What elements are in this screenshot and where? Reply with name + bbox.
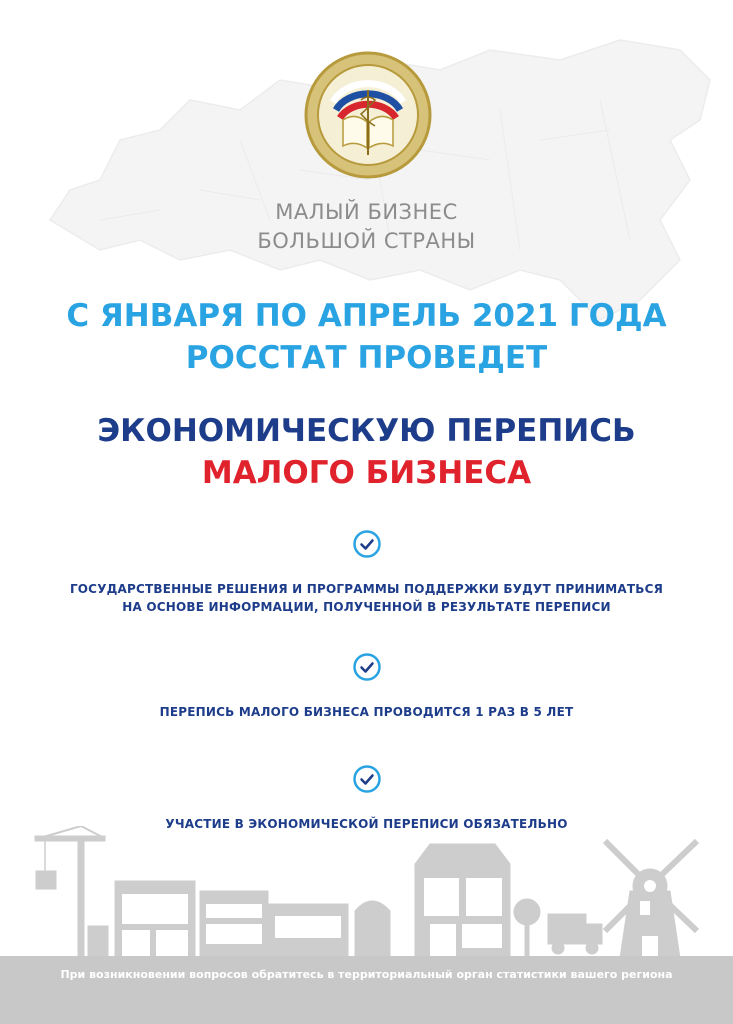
footer-text: При возникновении вопросов обратитесь в территориальный орган статистики вашего региона — [60, 968, 673, 981]
fact-text-line-2: НА ОСНОВЕ ИНФОРМАЦИИ, ПОЛУЧЕННОЙ В РЕЗУЛЬТАТЕ ПЕРЕПИСИ — [122, 600, 611, 614]
fact-item — [0, 652, 733, 721]
fact-text — [0, 703, 733, 721]
census-title-line-2: МАЛОГО БИЗНЕСА — [201, 455, 532, 491]
fact-text-line-1: УЧАСТИЕ В ЭКОНОМИЧЕСКОЙ ПЕРЕПИСИ ОБЯЗАТЕЛЬНО — [165, 817, 568, 831]
city-skyline-icon — [0, 826, 733, 958]
headline — [0, 295, 733, 379]
checkmark-icon — [352, 652, 382, 682]
footer-bar — [0, 956, 733, 1024]
census-title-line-1: ЭКОНОМИЧЕСКУЮ ПЕРЕПИСЬ — [97, 413, 636, 449]
tagline-line-2: БОЛЬШОЙ СТРАНЫ — [257, 229, 476, 253]
headline-line-2: РОССТАТ ПРОВЕДЕТ — [185, 340, 548, 376]
fact-item — [0, 529, 733, 616]
fact-text-line-1: ПЕРЕПИСЬ МАЛОГО БИЗНЕСА ПРОВОДИТСЯ 1 РАЗ В 5 ЛЕТ — [159, 705, 574, 719]
fact-item — [0, 764, 733, 833]
headline-line-1: С ЯНВАРЯ ПО АПРЕЛЬ 2021 ГОДА — [66, 298, 667, 334]
rosstat-emblem-icon — [303, 50, 433, 180]
census-title — [0, 410, 733, 494]
fact-text — [0, 580, 733, 616]
tagline — [0, 198, 733, 256]
checkmark-icon — [352, 764, 382, 794]
tagline-line-1: МАЛЫЙ БИЗНЕС — [275, 200, 458, 224]
fact-text-line-1: ГОСУДАРСТВЕННЫЕ РЕШЕНИЯ И ПРОГРАММЫ ПОДДЕРЖКИ БУДУТ ПРИНИМАТЬСЯ — [69, 582, 664, 596]
checkmark-icon — [352, 529, 382, 559]
